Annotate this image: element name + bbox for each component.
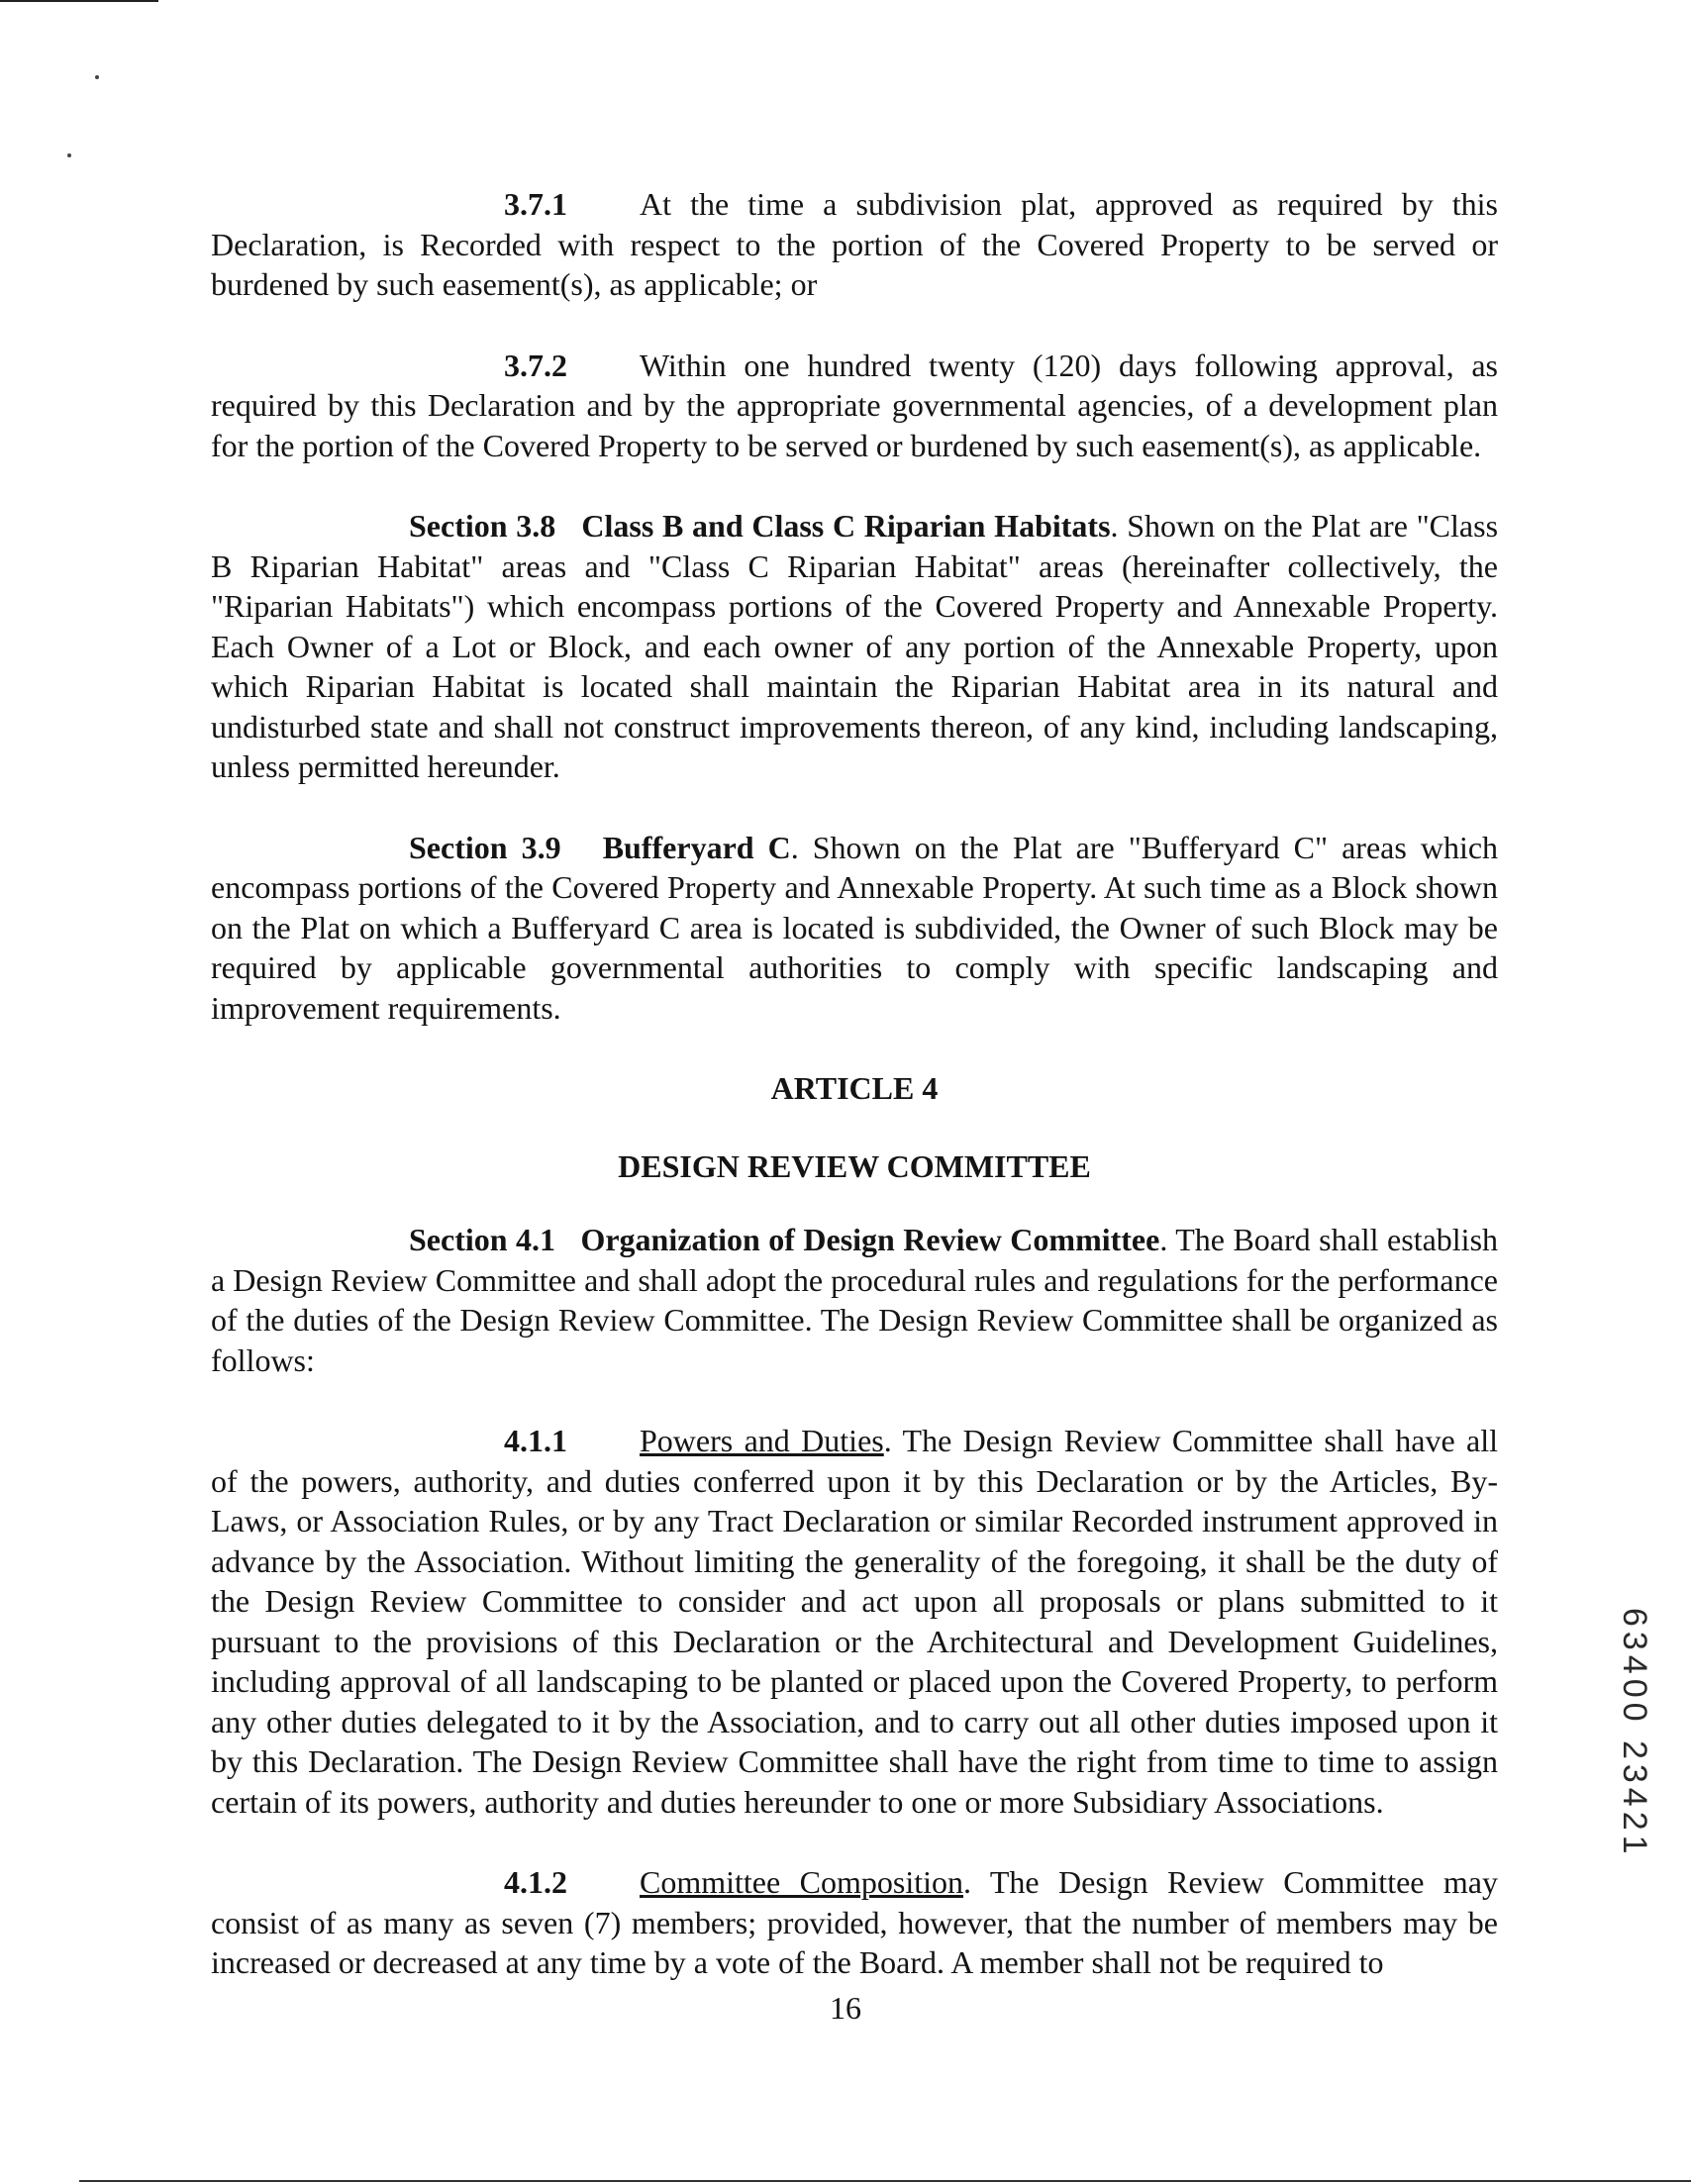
paragraph-number: 4.1.1 [504, 1423, 567, 1458]
page-number: 16 [830, 1990, 861, 2026]
scan-speck [95, 75, 99, 79]
paragraph-text: . The Design Review Committee shall have all of the powers, authority, and duties conferred upon it by this Declaration or by the Articles, By-Laws, or Association Rules, or by any Tract Declaration or similar Recorded instrument approved in advance by the Association. Without limiting the generality of the foregoing, it shall be the duty of the Design Review Committee to consider and act upon all proposals or plans submitted to it pursuant to the provisions of this Declaration or the Architectural and Development Guidelines, including approval of all landscaping to be planted or placed upon the Covered Property, to perform any other duties delegated to it by the Association, and to carry out all other duties imposed upon it by this Declaration. The Design Review Committee shall have the right from time to time to assign certain of its powers, authority and duties hereunder to one or more Subsidiary Associations. [211, 1423, 1499, 1820]
section-text: . Shown on the Plat are "Class B Riparian Habitat" areas and "Class C Riparian Habitat" areas (hereinafter collectively, the "Riparian Habitats") which encompass portions of the Covered Property and Annexable Property. Each Owner of a Lot or Block, and each owner of any portion of the Annexable Property, upon which Riparian Habitat is located shall maintain the Riparian Habitat area in its natural and undisturbed state and shall not construct improvements thereon, of any kind, including landscaping, unless permitted hereunder. [211, 508, 1499, 784]
paragraph-4-1-2 [211, 1862, 1498, 1983]
scan-bottom-edge-line [79, 2180, 1691, 2182]
paragraph-number: 4.1.2 [504, 1864, 567, 1900]
paragraph-4-1-1 [211, 1421, 1498, 1822]
paragraph-3-7-2 [211, 346, 1498, 466]
section-label: Section 4.1 [409, 1222, 556, 1257]
scan-speck [67, 153, 71, 157]
paragraph-title: Committee Composition [640, 1864, 963, 1900]
section-title: Class B and Class C Riparian Habitats [581, 508, 1111, 544]
scan-top-edge-line [0, 0, 158, 2]
article-heading: DESIGN REVIEW COMMITTEE [618, 1147, 1091, 1184]
paragraph-text: . The Design Review Committee may consist of as many as seven (7) members; provided, however, that the number of members may be increased or decreased at any time by a vote of the Board. A member shall not be required to [211, 1864, 1499, 1980]
paragraph-3-7-1 [211, 184, 1498, 305]
section-3-9 [211, 828, 1498, 1029]
section-4-1 [211, 1220, 1498, 1380]
section-label: Section 3.8 [409, 508, 556, 544]
paragraph-title: Powers and Duties [640, 1423, 884, 1458]
document-body [211, 184, 1498, 2024]
recording-number-vertical: 63400 23421 [1616, 1608, 1653, 1859]
paragraph-number: 3.7.2 [504, 347, 567, 383]
paragraph-text: At the time a subdivision plat, approved as required by this Declaration, is Recorded with respect to the portion of the Covered Property to be served or burdened by such easement(s), as applicable; or [211, 186, 1498, 302]
article-title: ARTICLE 4 [770, 1070, 939, 1106]
section-title: Bufferyard C [602, 829, 791, 865]
paragraph-text: Within one hundred twenty (120) days following approval, as required by this Declaration and by the appropriate governmental agencies, of a development plan for the portion of the Covered Property to be served or burdened by such easement(s), as applicable. [211, 347, 1498, 463]
section-text: . Shown on the Plat are "Bufferyard C" areas which encompass portions of the Covered Property and Annexable Property. At such time as a Block shown on the Plat on which a Bufferyard C area is located is subdivided, the Owner of such Block may be required by applicable governmental authorities to comply with specific landscaping and improvement requirements. [211, 829, 1499, 1026]
section-label: Section 3.9 [409, 829, 561, 865]
section-3-8 [211, 506, 1498, 787]
section-title: Organization of Design Review Committee [580, 1222, 1160, 1257]
paragraph-number: 3.7.1 [504, 186, 567, 222]
section-text: . The Board shall establish a Design Review Committee and shall adopt the procedural rules and regulations for the performance of the duties of the Design Review Committee. The Design Review Committee shall be organized as follows: [211, 1222, 1499, 1378]
